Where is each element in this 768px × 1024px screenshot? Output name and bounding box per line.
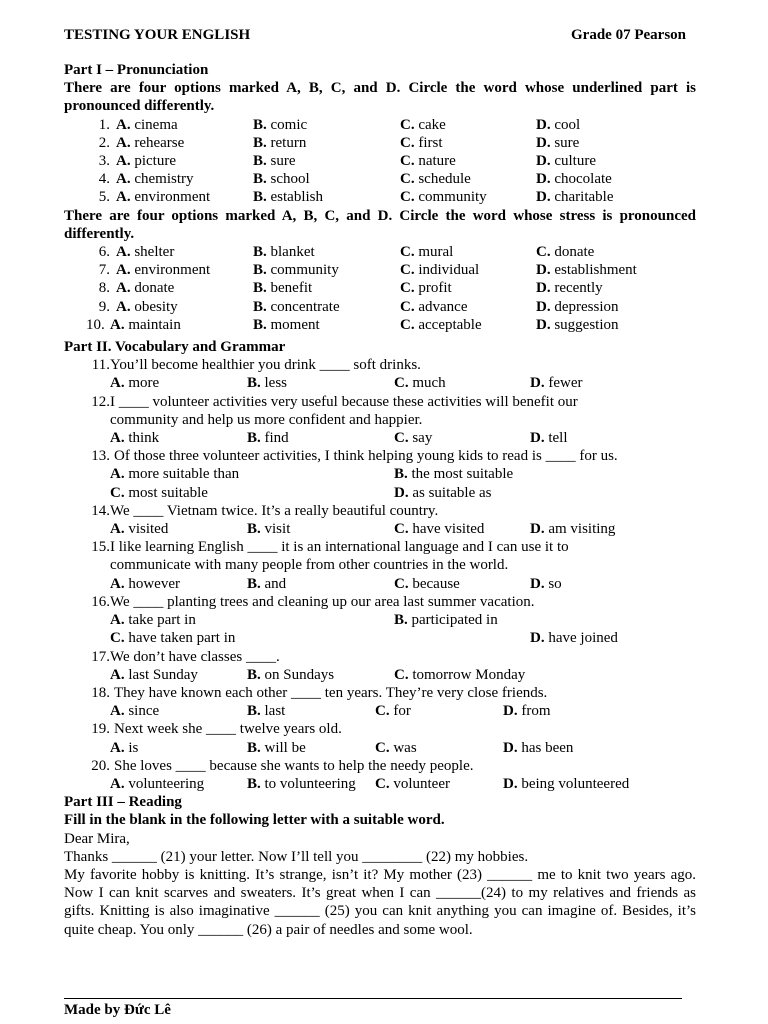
part2-title: Part II. Vocabulary and Grammar	[64, 339, 286, 356]
question-18: 18. They have known each other ____ ten years. They’re very close friends. A. since B. last C. for D. from	[91, 684, 551, 720]
option-c: C. profit	[400, 280, 452, 297]
option-b: B. return	[253, 134, 307, 151]
option-d: D. cool	[536, 116, 581, 133]
question-number: 2.	[98, 134, 110, 151]
question-row	[64, 316, 696, 334]
question-row	[64, 152, 696, 170]
option-d: D. depression	[536, 298, 619, 315]
stress-questions	[64, 243, 696, 334]
option-a: A. environment	[116, 262, 211, 279]
option-c: C. because	[394, 575, 460, 592]
option-c: C. schedule	[400, 171, 471, 188]
worksheet	[64, 26, 696, 939]
option-a: A. however	[110, 575, 180, 592]
option-a: A. cinema	[116, 116, 178, 133]
question-15: 15. I like learning English ____ it is an international language and I can use it to communicate with many people from other countries in the world. A. however B. and C. because D. so	[91, 539, 569, 592]
question-number: 5.	[98, 189, 110, 206]
question-12: 12. I ____ volunteer activities very useful because these activities will benefit our community and help us more confident and happier. A. think B. find C. say D. tell	[91, 393, 578, 447]
option-a: A. think	[110, 430, 160, 447]
question-row	[64, 261, 696, 279]
option-b: B. benefit	[253, 280, 313, 297]
letter-paragraph: My favorite hobby is knitting. It’s strange, isn’t it? My mother (23) ______ me to knit two years ago. Now I can knit scarves and sweaters. It’s great when I can ______(24) to my relatives and friends as gifts. Knitting is also imaginative ______ (25) you can knit anything you can imagine of. Besides, it’s quite cheap. You only ______ (26) a pair of needles and some wool.	[64, 866, 696, 938]
option-c: C. cake	[400, 116, 446, 133]
question-number: 9.	[98, 298, 110, 315]
part1-title: Part I – Pronunciation	[64, 62, 209, 78]
option-c: C. first	[400, 134, 443, 151]
question-row	[64, 298, 696, 316]
option-d: D. recently	[536, 280, 603, 297]
option-d: D. have joined	[530, 630, 618, 647]
question-14: 14. We ____ Vietnam twice. It’s a really beautiful country. A. visited B. visit C. have visited D. am visiting	[91, 502, 616, 538]
option-d: D. has been	[503, 739, 574, 756]
option-b: B. to volunteering	[247, 775, 356, 792]
option-c: C. community	[400, 189, 487, 206]
option-a: A. donate	[116, 280, 175, 297]
option-b: B. find	[247, 430, 289, 447]
question-13: 13. Of those three volunteer activities, I think helping young kids to read is ____ for us. A. more suitable than B. the most suitable C. most suitable D. as suitable as	[91, 448, 618, 501]
question-row	[64, 279, 696, 297]
question-row	[64, 170, 696, 188]
part1-instruction-1: There are four options marked A, B, C, and D. Circle the word whose underlined part is pronounced differently.	[64, 80, 696, 115]
question-number: 3.	[98, 153, 110, 170]
option-c: C. have taken part in	[110, 630, 236, 647]
option-b: B. participated in	[394, 612, 498, 629]
question-number: 10.	[86, 316, 105, 333]
option-b: B. establish	[253, 189, 324, 206]
option-a: A. more	[110, 375, 160, 392]
letter-greeting: Dear Mira,	[64, 830, 130, 847]
option-a: A. visited	[110, 521, 169, 538]
option-b: B. and	[247, 575, 287, 592]
option-a: A. maintain	[110, 316, 181, 333]
option-d: D. fewer	[530, 375, 583, 392]
option-a: A. take part in	[110, 612, 196, 629]
option-d: D. tell	[530, 430, 568, 447]
option-d: D. am visiting	[530, 521, 616, 538]
option-c: C. say	[394, 430, 433, 447]
option-b: B. on Sundays	[247, 666, 335, 683]
question-number: 6.	[98, 244, 110, 261]
part3-title: Part III – Reading	[64, 794, 182, 811]
question-row	[64, 134, 696, 152]
option-d: C. donate	[536, 244, 595, 261]
option-a: A. last Sunday	[110, 666, 198, 683]
option-d: D. charitable	[536, 189, 614, 206]
option-b: B. community	[253, 262, 339, 279]
option-a: A. more suitable than	[110, 466, 240, 483]
option-c: C. most suitable	[110, 484, 208, 501]
option-d: D. being volunteered	[503, 775, 630, 792]
option-d: D. establishment	[536, 262, 637, 279]
option-b: B. concentrate	[253, 298, 340, 315]
grade-label: Grade 07 Pearson	[571, 27, 686, 43]
question-16: 16. We ____ planting trees and cleaning up our area last summer vacation. A. take part in B. participated in C. have taken part in D. have joined	[91, 593, 618, 647]
option-b: B. blanket	[253, 244, 315, 261]
option-a: A. chemistry	[116, 171, 194, 188]
question-11: 11. You’ll become healthier you drink ____ soft drinks. A. more B. less C. much D. fewer	[91, 357, 583, 392]
option-d: D. as suitable as	[394, 484, 492, 501]
option-b: B. visit	[247, 521, 291, 538]
option-a: A. picture	[116, 153, 176, 170]
option-c: C. tomorrow Monday	[394, 666, 526, 683]
option-c: C. for	[375, 703, 411, 720]
option-d: D. sure	[536, 134, 580, 151]
option-c: C. acceptable	[400, 316, 482, 333]
option-a: A. rehearse	[116, 134, 185, 151]
part3-instruction: Fill in the blank in the following letter with a suitable word.	[64, 812, 445, 829]
option-b: B. last	[247, 703, 286, 720]
option-c: C. advance	[400, 298, 468, 315]
option-c: C. mural	[400, 244, 454, 261]
option-b: B. sure	[253, 153, 296, 170]
option-d: D. so	[530, 575, 562, 592]
option-d: D. culture	[536, 153, 596, 170]
option-c: C. have visited	[394, 521, 485, 538]
option-b: B. comic	[253, 116, 308, 133]
question-row	[64, 243, 696, 261]
option-b: B. school	[253, 171, 310, 188]
option-c: C. individual	[400, 262, 480, 279]
option-c: C. nature	[400, 153, 456, 170]
option-a: A. obesity	[116, 298, 178, 315]
test-title: TESTING YOUR ENGLISH	[64, 27, 251, 43]
option-b: B. will be	[247, 739, 306, 756]
option-a: A. volunteering	[110, 775, 205, 792]
question-17: 17. We don’t have classes ____. A. last Sunday B. on Sundays C. tomorrow Monday	[91, 648, 526, 683]
question-number: 1.	[98, 116, 110, 133]
option-c: C. was	[375, 739, 417, 756]
option-c: C. volunteer	[375, 775, 450, 792]
page-header	[64, 26, 696, 44]
option-d: D. chocolate	[536, 171, 612, 188]
question-number: 4.	[98, 171, 110, 188]
question-19: 19. Next week she ____ twelve years old. A. is B. will be C. was D. has been	[91, 721, 574, 756]
question-20: 20. She loves ____ because she wants to help the needy people. A. volunteering B. to volunteering C. volunteer D. being volunteered	[91, 757, 630, 792]
letter-line-1: Thanks ______ (21) your letter. Now I’ll tell you ________ (22) my hobbies.	[64, 848, 529, 865]
option-a: A. shelter	[116, 244, 175, 261]
part1-instruction-2: There are four options marked A, B, C, and D. Circle the word whose stress is pronounced differently.	[64, 207, 696, 242]
option-d: D. from	[503, 703, 551, 720]
question-number: 7.	[98, 262, 110, 279]
option-d: D. suggestion	[536, 316, 619, 333]
option-c: C. much	[394, 375, 446, 392]
option-b: B. the most suitable	[394, 466, 514, 483]
question-row	[64, 188, 696, 206]
question-number: 8.	[98, 280, 110, 297]
option-a: A. is	[110, 739, 139, 756]
footer-credit: Made by Đức Lê	[64, 1002, 171, 1018]
option-b: B. less	[247, 375, 288, 392]
option-a: A. environment	[116, 189, 211, 206]
pronunciation-questions	[64, 116, 696, 207]
option-b: B. moment	[253, 316, 320, 333]
question-row	[64, 116, 696, 134]
option-a: A. since	[110, 703, 160, 720]
footer-divider	[64, 998, 682, 999]
